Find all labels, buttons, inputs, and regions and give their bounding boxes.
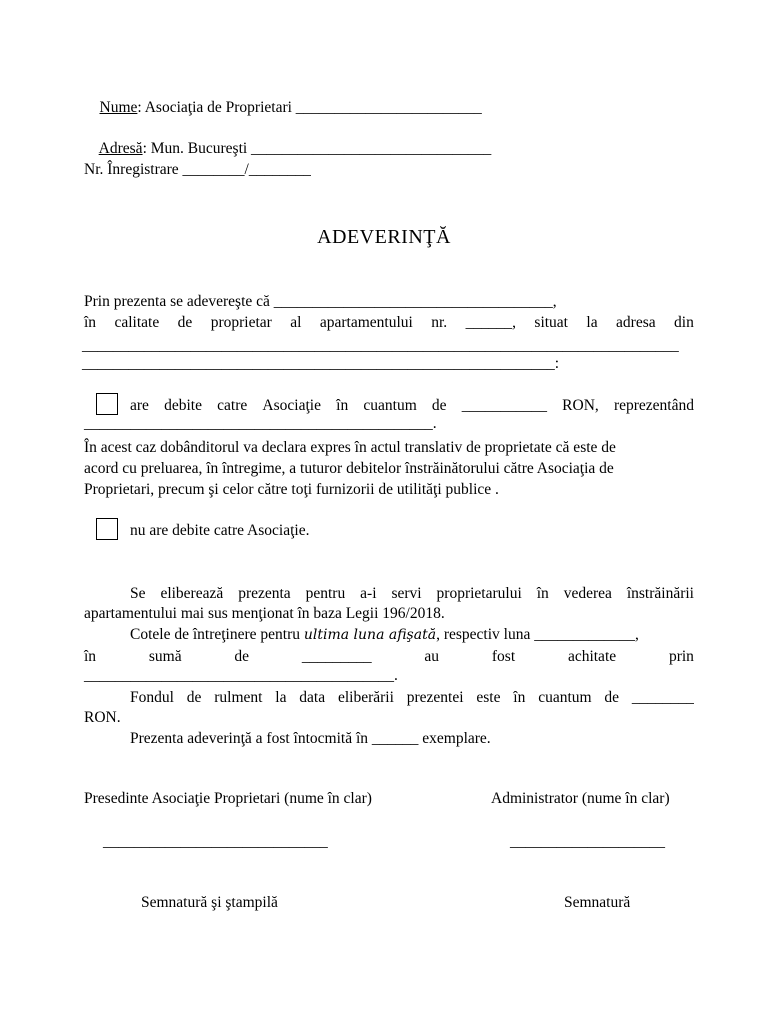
word: Se bbox=[130, 585, 146, 602]
administrator-signature-title: Administrator (nume în clar) bbox=[491, 790, 670, 807]
administrator-signature-line: ____________________ bbox=[510, 833, 665, 850]
word: eliberează bbox=[160, 585, 224, 602]
word: este bbox=[476, 689, 501, 706]
president-signature-line: _____________________________ bbox=[103, 833, 328, 850]
word: achitate bbox=[567, 648, 617, 665]
body-p2-line-1 bbox=[130, 625, 639, 645]
word: rulment bbox=[214, 689, 263, 706]
president-signature-title: Presedinte Asociaţie Proprietari (nume în clar) bbox=[84, 790, 372, 807]
word: al bbox=[290, 314, 302, 331]
debt-option-line-1 bbox=[130, 396, 694, 416]
word: au bbox=[424, 648, 440, 665]
body-p2-text-a: Cotele de întreţinere pentru bbox=[130, 626, 304, 643]
word: debite bbox=[164, 397, 202, 414]
word: calitate bbox=[114, 314, 160, 331]
body-p4: Prezenta adeverinţă a fost întocmită în ______ exemplare. bbox=[130, 730, 491, 747]
word: vederea bbox=[563, 585, 612, 602]
word: din bbox=[674, 314, 694, 331]
president-signature-caption: Semnatură şi ştampilă bbox=[141, 894, 278, 911]
administrator-signature-caption: Semnatură bbox=[564, 894, 631, 911]
body-p2-line-2 bbox=[84, 647, 694, 667]
word: prin bbox=[668, 648, 694, 665]
word: înstrăinării bbox=[626, 585, 694, 602]
no-debt-checkbox[interactable] bbox=[96, 518, 118, 540]
word: adresa bbox=[616, 314, 656, 331]
word: sumă bbox=[148, 648, 182, 665]
body-p2-italic: ultima luna afişată bbox=[303, 627, 437, 643]
word: de bbox=[431, 397, 447, 414]
word: proprietar bbox=[210, 314, 272, 331]
word: data bbox=[299, 689, 326, 706]
word: în bbox=[513, 689, 526, 706]
word: are bbox=[130, 397, 149, 414]
word: Fondul bbox=[130, 689, 174, 706]
word: de bbox=[177, 314, 193, 331]
word: a-i bbox=[360, 585, 377, 602]
no-debt-option-label: nu are debite catre Asociaţie. bbox=[130, 522, 310, 539]
word: la bbox=[586, 314, 598, 331]
word: în bbox=[84, 648, 97, 665]
address-label: Adresă bbox=[98, 140, 143, 157]
address-blank-line-2: _____________________________________________________________: bbox=[82, 355, 560, 372]
body-p3-line-1 bbox=[130, 688, 694, 708]
word: prezenta bbox=[238, 585, 291, 602]
word: reprezentând bbox=[613, 397, 694, 414]
word: catre bbox=[217, 397, 248, 414]
word: cuantum bbox=[363, 397, 417, 414]
word: ___________ bbox=[461, 397, 547, 414]
word: în bbox=[336, 397, 349, 414]
word: situat bbox=[534, 314, 568, 331]
word: de bbox=[186, 689, 202, 706]
word: cuantum bbox=[538, 689, 592, 706]
name-label: Nume bbox=[99, 99, 138, 116]
intro-line-1: Prin prezenta se adevereşte că ____________________________________, bbox=[84, 293, 557, 310]
word: pentru bbox=[305, 585, 346, 602]
word: nr. bbox=[431, 314, 448, 331]
document-title: ADEVERINŢĂ bbox=[317, 226, 451, 248]
word: eliberării bbox=[337, 689, 394, 706]
word: ________ bbox=[631, 689, 694, 706]
debt-option-line-2: _____________________________________________. bbox=[84, 415, 437, 432]
word: apartamentului bbox=[319, 314, 413, 331]
word: prezentei bbox=[406, 689, 464, 706]
word: de bbox=[604, 689, 620, 706]
intro-line-2 bbox=[84, 313, 694, 333]
body-p1-line-1 bbox=[130, 584, 694, 604]
body-p2-text-b: , respectiv luna _____________, bbox=[436, 626, 639, 643]
word: servi bbox=[391, 585, 422, 602]
debt-paragraph-line-3: Proprietari, precum şi celor către toţi furnizorii de utilităţi publice . bbox=[84, 481, 499, 498]
word: ______, bbox=[465, 314, 516, 331]
name-value: : Asociaţia de Proprietari ________________________ bbox=[137, 99, 482, 116]
body-p2-line-3: ________________________________________. bbox=[84, 667, 398, 684]
body-p3-line-2: RON. bbox=[84, 709, 121, 726]
word: în bbox=[84, 314, 97, 331]
debt-checkbox[interactable] bbox=[96, 393, 118, 415]
word: la bbox=[275, 689, 287, 706]
word: _________ bbox=[301, 648, 372, 665]
body-p1-line-2: apartamentului mai sus menţionat în baza Legii 196/2018. bbox=[84, 605, 445, 622]
debt-paragraph-line-1: În acest caz dobânditorul va declara expres în actul translativ de proprietate că este de bbox=[84, 439, 616, 456]
word: fost bbox=[491, 648, 516, 665]
word: Asociaţie bbox=[262, 397, 321, 414]
address-blank-line: _____________________________________________________________________________ bbox=[82, 337, 679, 354]
registration-number: Nr. Înregistrare ________/________ bbox=[84, 161, 311, 178]
word: de bbox=[234, 648, 250, 665]
word: RON, bbox=[562, 397, 599, 414]
word: în bbox=[536, 585, 549, 602]
debt-paragraph-line-2: acord cu preluarea, în întregime, a tuturor debitelor înstrăinătorului către Asociaţia de bbox=[84, 460, 614, 477]
word: proprietarului bbox=[436, 585, 522, 602]
address-value: : Mun. Bucureşti _______________________________ bbox=[142, 140, 492, 157]
